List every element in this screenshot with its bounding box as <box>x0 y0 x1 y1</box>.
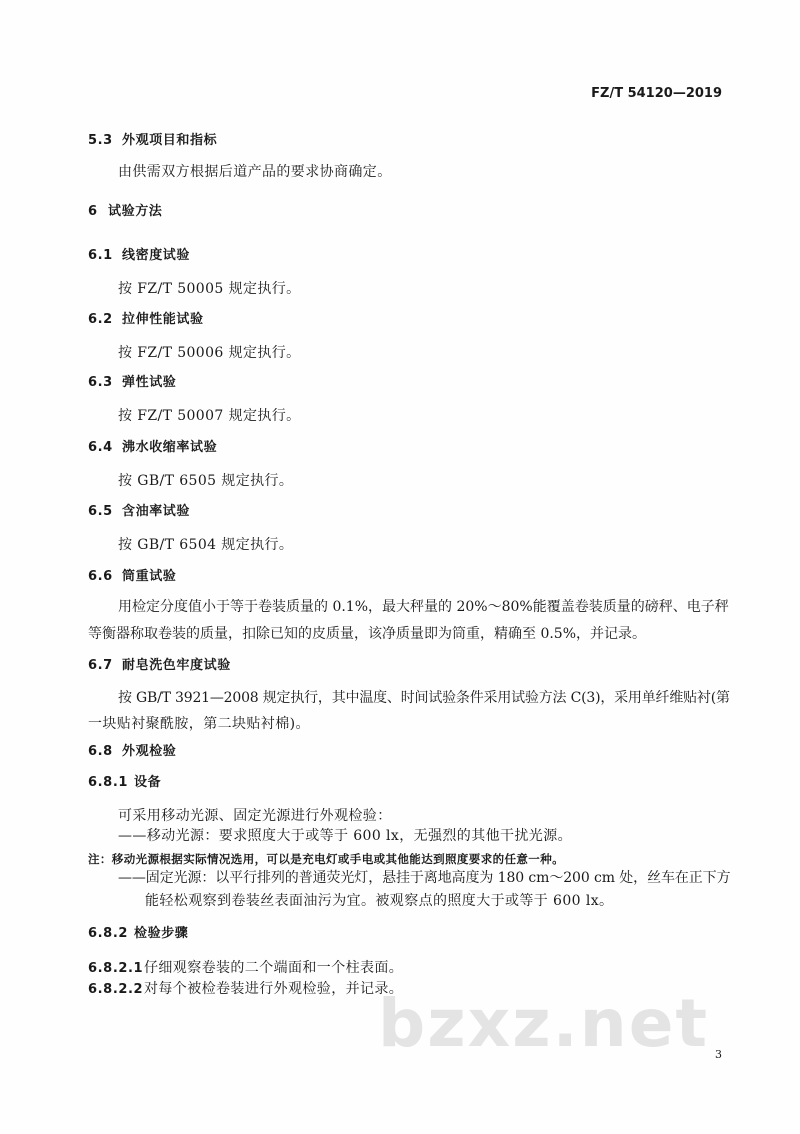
standard-number: FZ/T 54120—2019 <box>591 86 722 101</box>
paragraph: 由供需双方根据后道产品的要求协商确定。 <box>118 164 392 180</box>
heading-6-8-1: 6.8.1 设备 <box>88 775 162 790</box>
paragraph: 等衡器称取卷装的质量，扣除已知的皮质量，该净质量即为筒重，精确至 0.5%，并记录。 <box>88 626 647 642</box>
heading-6-5: 6.5 含油率试验 <box>88 504 191 519</box>
paragraph: 一块贴衬聚酰胺，第二块贴衬棉)。 <box>88 716 310 732</box>
paragraph: 按 GB/T 6505 规定执行。 <box>118 473 294 489</box>
list-item-continued: 能轻松观察到卷装丝表面油污为宜。被观察点的照度大于或等于 600 lx。 <box>145 893 614 909</box>
step-6-8-2-1: 6.8.2.1仔细观察卷装的二个端面和一个柱表面。 <box>88 960 404 976</box>
heading-6-7: 6.7 耐皂洗色牢度试验 <box>88 658 231 673</box>
heading-5-3: 5.3 外观项目和指标 <box>88 133 218 148</box>
heading-6-8: 6.8 外观检验 <box>88 744 177 759</box>
heading-6-1: 6.1 线密度试验 <box>88 248 191 263</box>
paragraph: 可采用移动光源、固定光源进行外观检验： <box>118 808 392 824</box>
watermark: bzxz.net <box>378 985 710 1062</box>
paragraph: 按 FZ/T 50006 规定执行。 <box>118 345 301 361</box>
heading-6-6: 6.6 筒重试验 <box>88 569 177 584</box>
paragraph: 按 FZ/T 50005 规定执行。 <box>118 281 301 297</box>
paragraph: 按 GB/T 3921—2008 规定执行，其中温度、时间试验条件采用试验方法 C(3)，采用单纤维贴衬(第 <box>118 690 730 706</box>
paragraph: 按 GB/T 6504 规定执行。 <box>118 537 294 553</box>
heading-6: 6 试验方法 <box>88 204 163 219</box>
heading-6-8-2: 6.8.2 检验步骤 <box>88 926 189 941</box>
heading-6-4: 6.4 沸水收缩率试验 <box>88 440 218 455</box>
list-item: ——固定光源：以平行排列的普通荧光灯，悬挂于离地高度为 180 cm～200 cm 处，丝车在正下方 <box>118 870 731 886</box>
page-number: 3 <box>715 1048 722 1061</box>
heading-6-3: 6.3 弹性试验 <box>88 375 177 390</box>
paragraph: 用检定分度值小于等于卷装质量的 0.1%，最大秤量的 20%～80%能覆盖卷装质量的磅秤、电子秤 <box>118 599 729 615</box>
heading-6-2: 6.2 拉伸性能试验 <box>88 312 204 327</box>
list-item: ——移动光源：要求照度大于或等于 600 lx，无强烈的其他干扰光源。 <box>118 828 572 844</box>
paragraph: 按 FZ/T 50007 规定执行。 <box>118 408 301 424</box>
note: 注：移动光源根据实际情况选用，可以是充电灯或手电或其他能达到照度要求的任意一种。 <box>88 852 564 866</box>
step-6-8-2-2: 6.8.2.2对每个被检卷装进行外观检验，并记录。 <box>88 981 404 997</box>
